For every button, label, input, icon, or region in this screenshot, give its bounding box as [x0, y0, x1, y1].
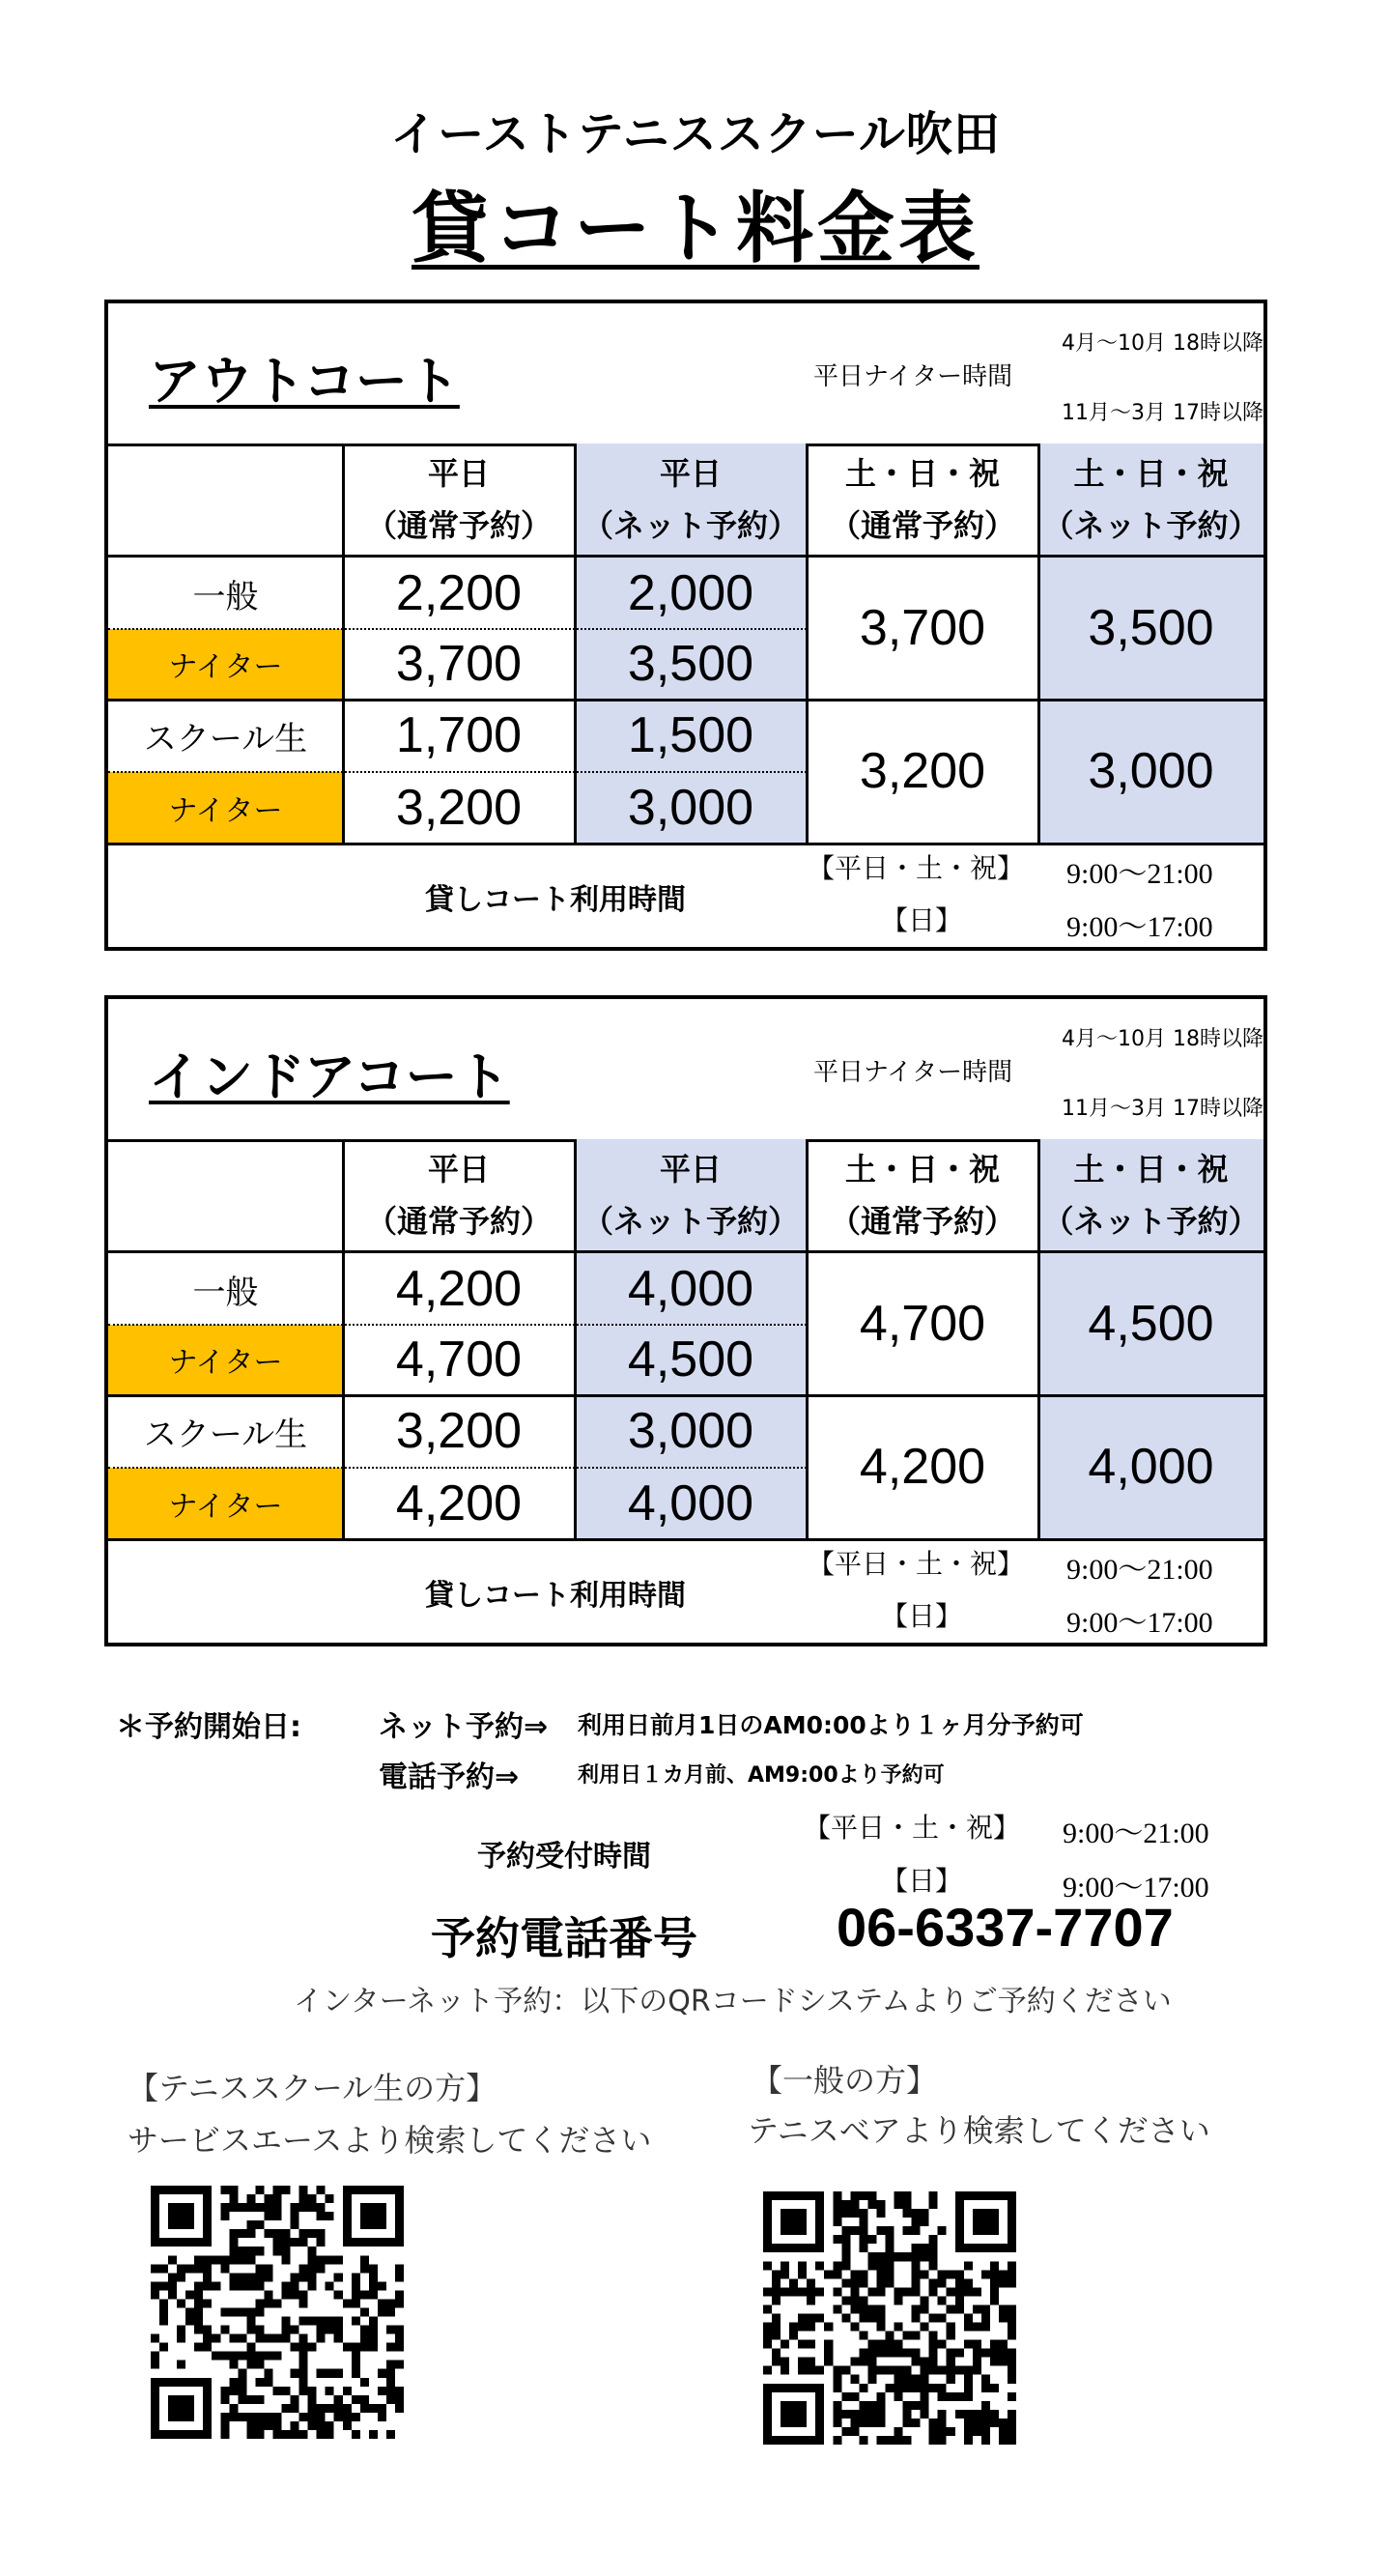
column-header [343, 444, 575, 555]
column-divider [806, 1139, 809, 1538]
divider [108, 555, 1263, 558]
night-time-summer: 4月～10月 18時以降 [1062, 331, 1263, 356]
column-divider [1037, 444, 1040, 843]
price-weekday: 4,200 [395, 1261, 523, 1317]
dotted-divider [108, 628, 807, 630]
price-grid [108, 444, 1263, 947]
section-name: インドアコート [149, 1046, 510, 1107]
time-tag-weekday: 【平日・土・祝】 [808, 852, 1025, 884]
column-header-line1: 土・日・祝 [844, 454, 1000, 492]
reservation-start-label: ＊予約開始日: [116, 1710, 301, 1744]
qr-right-text: テニスベアより検索してください [748, 2112, 1210, 2149]
column-divider [806, 444, 809, 843]
column-header-line2: （ネット予約） [1042, 506, 1260, 544]
accept-time-label: 予約受付時間 [477, 1840, 651, 1874]
night-time-summer: 4月～10月 18時以降 [1062, 1027, 1263, 1051]
column-header-line2: （通常予約） [829, 506, 1015, 544]
night-row-label: ナイター [108, 1468, 343, 1538]
time-tag-weekday: 【平日・土・祝】 [808, 1548, 1025, 1580]
column-header [1038, 444, 1263, 555]
night-row-label: ナイター [108, 772, 343, 843]
price-weekday-net: 4,000 [575, 1468, 807, 1538]
accept-tag-weekday: 【平日・土・祝】 [804, 1812, 1021, 1844]
column-divider [574, 444, 577, 843]
price-weekday: 3,200 [395, 1403, 523, 1459]
price-weekday: 4,700 [395, 1331, 523, 1388]
column-divider [342, 444, 345, 843]
time-weekday: 9:00～21:00 [1066, 858, 1213, 890]
column-header [575, 444, 807, 555]
price-weekday: 4,200 [395, 1474, 523, 1531]
column-divider [1037, 1139, 1040, 1538]
dotted-divider [108, 1467, 807, 1469]
column-header-line2: （ネット予約） [1042, 1202, 1260, 1240]
price-weekday-net: 2,000 [575, 558, 807, 629]
time-sunday: 9:00～17:00 [1066, 1607, 1213, 1639]
divider [108, 1394, 1263, 1397]
price-weekday: 1,700 [395, 707, 523, 763]
accept-tag-sunday: 【日】 [881, 1865, 963, 1897]
column-header [1038, 1139, 1263, 1250]
price-weekend: 3,700 [859, 600, 986, 656]
column-header-line1: 平日 [659, 454, 722, 492]
column-divider [574, 1139, 577, 1538]
time-sunday: 9:00～17:00 [1066, 911, 1213, 943]
phone-label: 予約電話番号 [431, 1912, 697, 1964]
school-name: イーストテニススクール吹田 [390, 107, 1001, 161]
price-weekday: 3,700 [395, 636, 523, 692]
section-header [108, 999, 1263, 1142]
net-reservation-text: 利用日前月1日のAM0:00より１ヶ月分予約可 [578, 1711, 1084, 1739]
column-header [343, 1139, 575, 1250]
price-weekend-net: 3,000 [1038, 699, 1263, 843]
dotted-divider [108, 1324, 807, 1326]
qr-right-title: 【一般の方】 [752, 2062, 938, 2099]
qr-code-service-ace[interactable] [151, 2186, 404, 2439]
night-row-label: ナイター [108, 1325, 343, 1394]
column-header-line1: 平日 [659, 1150, 722, 1188]
row-label: スクール生 [143, 1415, 308, 1454]
night-time-label: 平日ナイター時間 [813, 362, 1013, 391]
net-reservation-label: ネット予約⇒ [379, 1710, 549, 1744]
column-header-line2: （通常予約） [365, 1202, 552, 1240]
price-weekday-net: 4,500 [575, 1325, 807, 1394]
price-weekday: 3,200 [395, 779, 523, 836]
divider [108, 699, 1263, 701]
price-weekend: 3,200 [859, 742, 986, 799]
accept-time-sunday: 9:00～17:00 [1063, 1872, 1209, 1903]
price-weekday-net: 3,500 [575, 629, 807, 699]
row-label: 一般 [192, 577, 259, 616]
accept-time-weekday: 9:00～21:00 [1063, 1818, 1209, 1849]
price-weekday-net: 3,000 [575, 1394, 807, 1468]
night-row-label: ナイター [108, 629, 343, 699]
column-header [575, 1139, 807, 1250]
price-weekend: 4,200 [859, 1438, 986, 1495]
rental-time-label: 貸しコート利用時間 [425, 883, 686, 917]
column-header-line2: （通常予約） [365, 506, 552, 544]
section-name: アウトコート [149, 351, 460, 412]
price-weekday-net: 1,500 [575, 699, 807, 772]
column-header-line1: 土・日・祝 [1073, 454, 1229, 492]
section-header [108, 303, 1263, 446]
price-weekday: 2,200 [395, 565, 523, 621]
tel-reservation-text: 利用日１カ月前、AM9:00より予約可 [578, 1763, 945, 1788]
price-weekday-net: 3,000 [575, 772, 807, 843]
column-header-line1: 土・日・祝 [1073, 1150, 1229, 1188]
qr-code-tennis-bear[interactable] [763, 2191, 1016, 2445]
outdoor-court-table [104, 300, 1267, 951]
column-header-line1: 平日 [427, 454, 490, 492]
phone-number[interactable]: 06-6337-7707 [837, 1897, 1174, 1958]
page-title: 貸コート料金表 [412, 184, 979, 273]
night-time-winter: 11月～3月 17時以降 [1062, 401, 1263, 425]
dotted-divider [108, 771, 807, 773]
price-weekend-net: 4,500 [1038, 1253, 1263, 1394]
divider [108, 843, 1263, 845]
price-weekend-net: 4,000 [1038, 1394, 1263, 1538]
price-grid [108, 1139, 1263, 1643]
column-header-line2: （通常予約） [829, 1202, 1015, 1240]
time-weekday: 9:00～21:00 [1066, 1554, 1213, 1586]
qr-left-title: 【テニススクール生の方】 [128, 2070, 497, 2106]
column-header [807, 1139, 1038, 1250]
night-time-winter: 11月～3月 17時以降 [1062, 1097, 1263, 1121]
indoor-court-table [104, 995, 1267, 1646]
tel-reservation-label: 電話予約⇒ [379, 1760, 520, 1794]
price-weekend-net: 3,500 [1038, 558, 1263, 699]
internet-reservation-note: インターネット予約：以下のQRコードシステムよりご予約ください [294, 1985, 1172, 2018]
row-label: スクール生 [143, 719, 308, 758]
price-weekend: 4,700 [859, 1296, 986, 1352]
column-header-line2: （ネット予約） [582, 1202, 799, 1240]
column-header-line2: （ネット予約） [582, 506, 799, 544]
column-header-line1: 土・日・祝 [844, 1150, 1000, 1188]
qr-left-text: サービスエースより検索してください [128, 2122, 652, 2159]
column-divider [342, 1139, 345, 1538]
time-tag-sunday: 【日】 [881, 904, 963, 936]
price-weekday-net: 4,000 [575, 1253, 807, 1325]
column-header-line1: 平日 [427, 1150, 490, 1188]
column-header [807, 444, 1038, 555]
row-label: 一般 [192, 1273, 259, 1312]
night-time-label: 平日ナイター時間 [813, 1058, 1013, 1087]
rental-time-label: 貸しコート利用時間 [425, 1579, 686, 1613]
divider [108, 1538, 1263, 1541]
divider [108, 1250, 1263, 1253]
time-tag-sunday: 【日】 [881, 1600, 963, 1632]
